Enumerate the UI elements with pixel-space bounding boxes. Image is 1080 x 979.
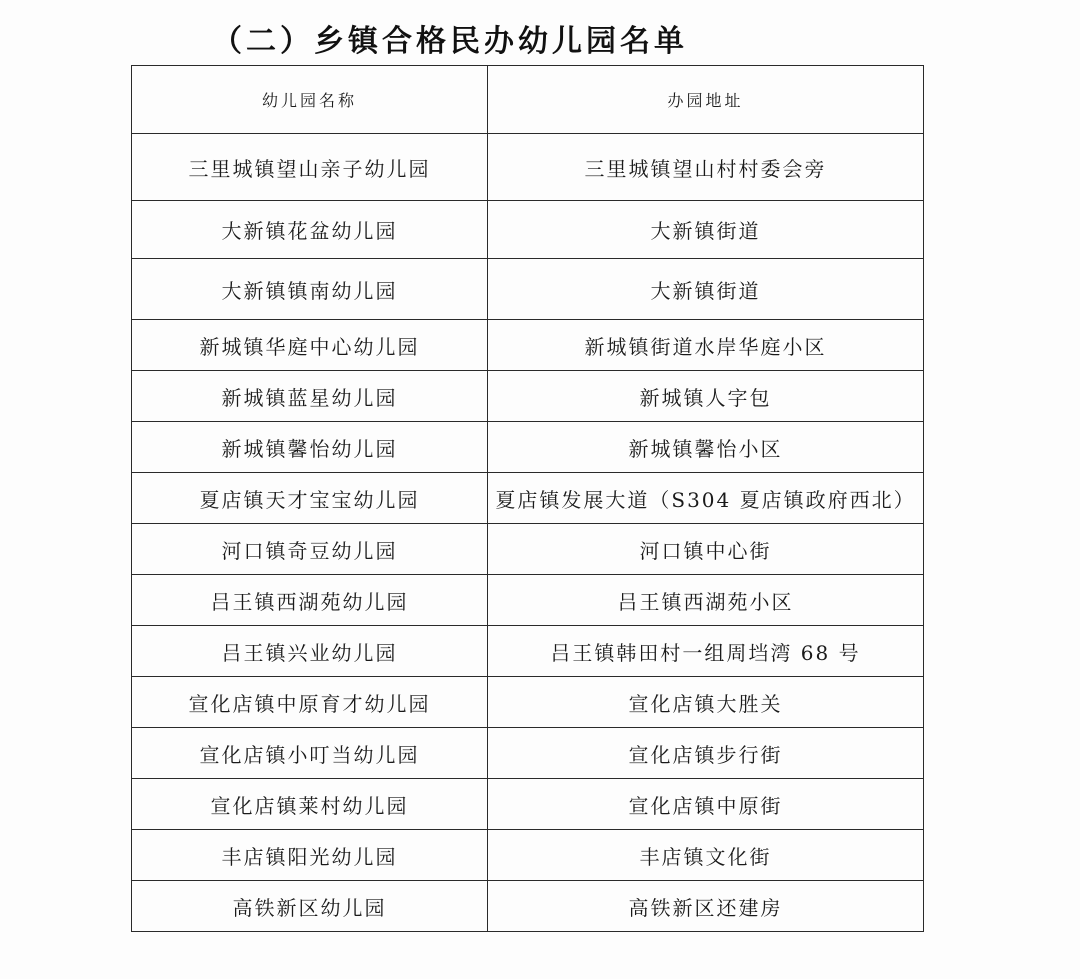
cell-name: 宣化店镇中原育才幼儿园 (132, 677, 488, 728)
cell-name: 新城镇蓝星幼儿园 (132, 371, 488, 422)
cell-address: 丰店镇文化街 (488, 830, 924, 881)
table-row (132, 201, 924, 259)
table-row (132, 320, 924, 371)
table-row (132, 134, 924, 201)
cell-name: 高铁新区幼儿园 (132, 881, 488, 932)
cell-name: 大新镇花盆幼儿园 (132, 201, 488, 259)
table-header-row (132, 66, 924, 134)
table-row (132, 473, 924, 524)
cell-address: 新城镇人字包 (488, 371, 924, 422)
table-row (132, 677, 924, 728)
table-row (132, 779, 924, 830)
table-row (132, 575, 924, 626)
cell-name: 吕王镇兴业幼儿园 (132, 626, 488, 677)
cell-name: 宣化店镇小叮当幼儿园 (132, 728, 488, 779)
table-row (132, 371, 924, 422)
cell-name: 宣化店镇莱村幼儿园 (132, 779, 488, 830)
cell-address: 三里城镇望山村村委会旁 (488, 134, 924, 201)
table-row (132, 259, 924, 320)
cell-address: 宣化店镇中原街 (488, 779, 924, 830)
cell-name: 新城镇馨怡幼儿园 (132, 422, 488, 473)
header-name: 幼儿园名称 (132, 66, 488, 134)
table-row (132, 626, 924, 677)
cell-address: 河口镇中心街 (488, 524, 924, 575)
cell-name: 新城镇华庭中心幼儿园 (132, 320, 488, 371)
cell-name: 河口镇奇豆幼儿园 (132, 524, 488, 575)
cell-address: 夏店镇发展大道（S304 夏店镇政府西北） (488, 473, 924, 524)
cell-address: 新城镇街道水岸华庭小区 (488, 320, 924, 371)
cell-address: 大新镇街道 (488, 201, 924, 259)
header-address: 办园地址 (488, 66, 924, 134)
cell-name: 丰店镇阳光幼儿园 (132, 830, 488, 881)
cell-name: 夏店镇天才宝宝幼儿园 (132, 473, 488, 524)
table-row (132, 830, 924, 881)
cell-address: 高铁新区还建房 (488, 881, 924, 932)
cell-address: 新城镇馨怡小区 (488, 422, 924, 473)
cell-address: 大新镇街道 (488, 259, 924, 320)
table-row (132, 728, 924, 779)
cell-address: 宣化店镇步行街 (488, 728, 924, 779)
table-row (132, 881, 924, 932)
cell-address: 吕王镇西湖苑小区 (488, 575, 924, 626)
cell-address: 宣化店镇大胜关 (488, 677, 924, 728)
table-row (132, 524, 924, 575)
cell-name: 大新镇镇南幼儿园 (132, 259, 488, 320)
cell-name: 三里城镇望山亲子幼儿园 (132, 134, 488, 201)
document-title: （二）乡镇合格民办幼儿园名单 (212, 24, 688, 59)
table-row (132, 422, 924, 473)
cell-address: 吕王镇韩田村一组周垱湾 68 号 (488, 626, 924, 677)
cell-name: 吕王镇西湖苑幼儿园 (132, 575, 488, 626)
kindergarten-table (131, 65, 924, 932)
